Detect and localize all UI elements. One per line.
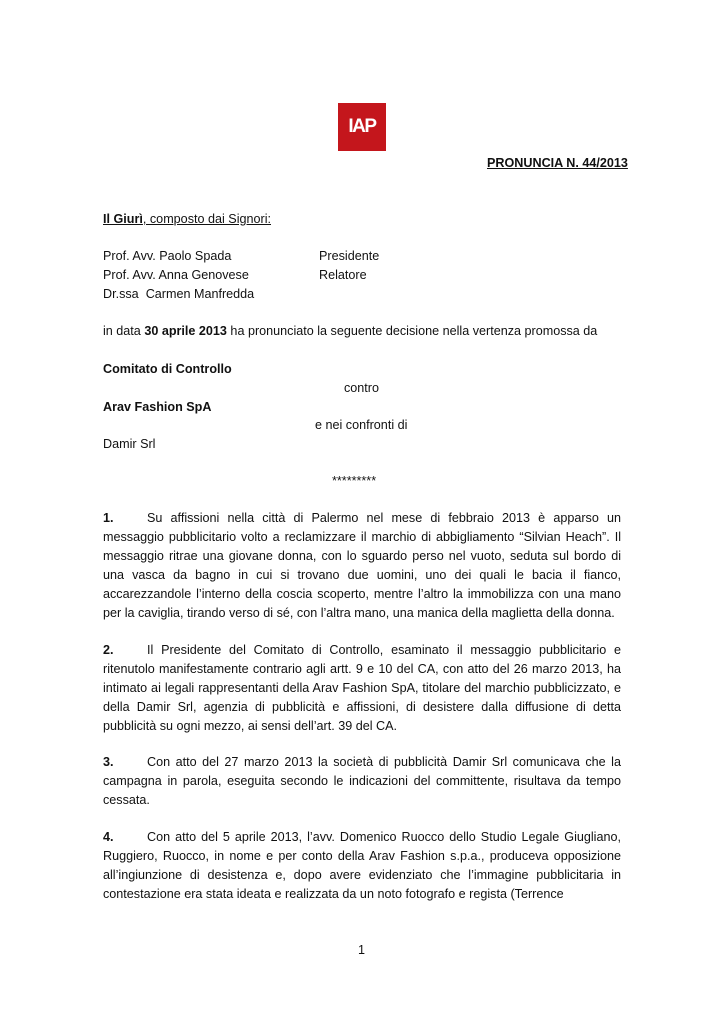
member-name: Dr.ssa Carmen Manfredda [103,287,255,301]
giuri-rest: , composto dai Signori: [142,212,271,226]
paragraph-text: Su affissioni nella città di Palermo nel mese di febbraio 2013 è apparso un messaggio pubblicitario volto a reclamizzare il marchio di abbigliamento “Silvian Heach”. Il messaggio ritrae una giovane donna, con lo sguardo perso nel vuoto, seduta sul bordo di una vasca da bagno in cui si trovano due uomini, uno dei quali le bacia il fianco, accarezzandole l’interno della coscia scoperto, mentre l’altro la immobilizza con una mano per la caviglia, tirando verso di sé, con l’altra mano, una manica della maglietta della donna. [103,511,621,620]
paragraph-2 [103,641,621,736]
plaintiff: Comitato di Controllo [103,362,232,376]
paragraph-1 [103,509,621,623]
member-role: Presidente [319,249,380,263]
paragraph-text: Il Presidente del Comitato di Controllo, esaminato il messaggio pubblicitario e ritenutolo manifestamente contrario agli artt. 9 e 10 del CA, con atto del 26 marzo 2013, ha intimato ai legali rappresentanti della Arav Fashion SpA, titolare del marchio pubblicizzato, e della Damir Srl, agenzia di pubblicità e affissioni, di desistere dalla diffusione di detta pubblicità su ogni mezzo, ai sensi dell’art. 39 del CA. [103,643,621,733]
intro-pre: in data [103,324,145,338]
logo-text: IAP [348,116,376,137]
page-number: 1 [358,943,366,957]
paragraph-text: Con atto del 5 aprile 2013, l’avv. Domenico Ruocco dello Studio Legale Giugliano, Ruggiero, Ruocco, in nome e per conto della Arav Fashion s.p.a., produceva opposizione all’ingiunzione di desistenza e, dopo avere evidenziato che l’immagine pubblicitaria in contestazione era stata ideata e realizzata da un noto fotografo e regista (Terrence [103,830,621,901]
paragraph-number: 4. [103,830,114,844]
defendant: Arav Fashion SpA [103,400,212,414]
giuri-intro [103,210,271,228]
separator: ********* [332,474,377,488]
paragraph-4 [103,828,621,904]
paragraph-3 [103,753,621,810]
giuri-label: Il Giurì [103,212,143,226]
decision-intro [103,322,597,340]
iap-logo [338,103,386,151]
intro-post: ha pronunciato la seguente decisione nella vertenza promossa da [226,324,598,338]
paragraph-number: 3. [103,755,114,769]
pronuncia-heading: PRONUNCIA N. 44/2013 [487,156,628,170]
member-role: Relatore [319,268,367,282]
third-party: Damir Srl [103,437,156,451]
confronti-label: e nei confronti di [315,418,408,432]
contro-label: contro [344,381,380,395]
member-name: Prof. Avv. Paolo Spada [103,249,232,263]
paragraph-number: 1. [103,511,114,525]
decision-date: 30 aprile 2013 [144,324,227,338]
member-name: Prof. Avv. Anna Genovese [103,268,249,282]
paragraph-text: Con atto del 27 marzo 2013 la società di pubblicità Damir Srl comunicava che la campagna in parola, eseguita secondo le indicazioni del committente, risultava da tempo cessata. [103,755,621,807]
paragraph-number: 2. [103,643,114,657]
